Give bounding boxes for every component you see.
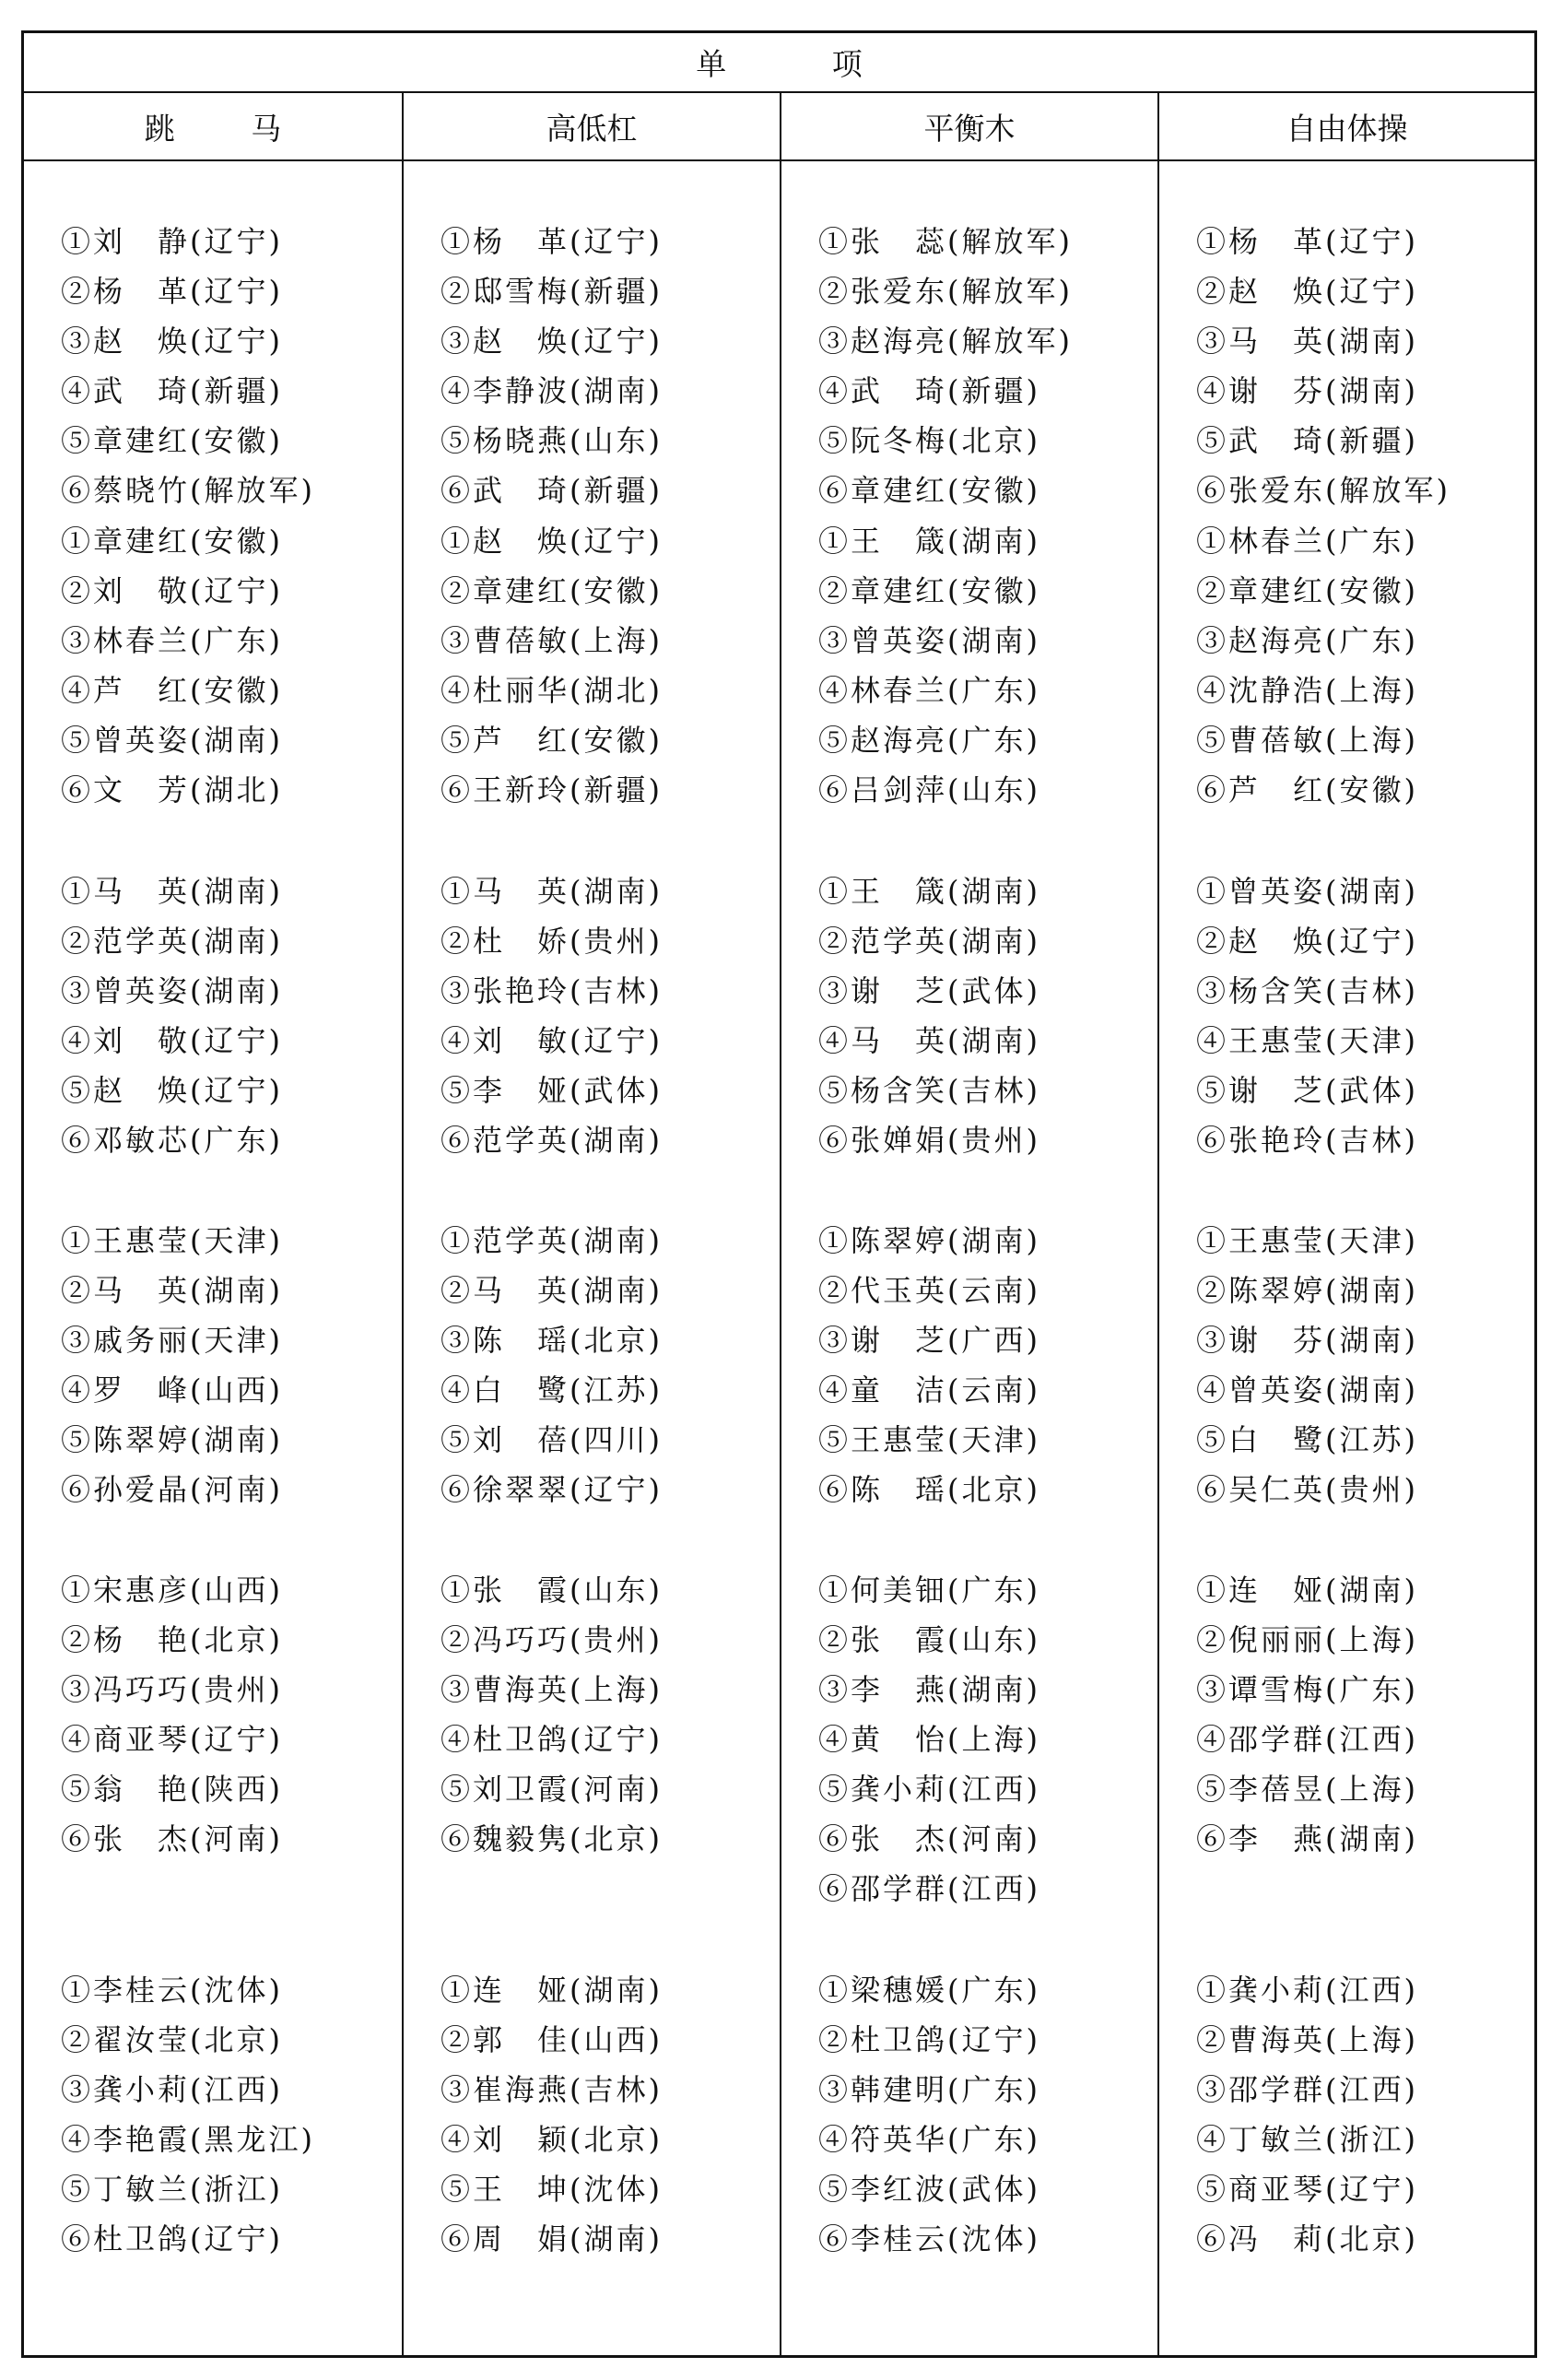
result-entry: ⑤刘卫霞(河南)	[440, 1772, 663, 1808]
result-entry: ⑥魏毅隽(北京)	[440, 1821, 663, 1857]
result-entry: ⑥周 娟(湖南)	[440, 2221, 663, 2256]
result-entry: ⑤李红波(武体)	[818, 2172, 1040, 2207]
result-entry: ⑥冯 莉(北京)	[1196, 2221, 1418, 2256]
result-entry: ④罗 峰(山西)	[61, 1373, 283, 1408]
result-entry: ⑥吕剑萍(山东)	[818, 772, 1040, 808]
result-entry: ⑤赵 焕(辽宁)	[61, 1072, 283, 1108]
result-entry: ③戚务丽(天津)	[61, 1323, 283, 1358]
result-entry: ⑥李 燕(湖南)	[1196, 1821, 1418, 1857]
result-entry: ②邸雪梅(新疆)	[440, 274, 663, 309]
header-row	[24, 93, 1534, 161]
result-entry: ②杨 革(辽宁)	[61, 274, 283, 309]
result-entry: ①李桂云(沈体)	[61, 1973, 283, 2008]
result-group	[1159, 1965, 1418, 2264]
result-entry: ④黄 怡(上海)	[818, 1722, 1040, 1758]
result-group	[781, 866, 1040, 1165]
result-entry: ⑤杨含笑(吉林)	[818, 1072, 1040, 1108]
result-entry: ⑥文 芳(湖北)	[61, 772, 283, 808]
result-entry: ④童 洁(云南)	[818, 1373, 1040, 1408]
result-entry: ③赵海亮(解放军)	[818, 324, 1073, 359]
result-entry: ⑥张 杰(河南)	[818, 1821, 1040, 1857]
result-entry: ③曾英姿(湖南)	[61, 972, 283, 1008]
result-entry: ②杨 艳(北京)	[61, 1622, 283, 1658]
result-entry: ⑤陈翠婷(湖南)	[61, 1422, 283, 1457]
result-group	[781, 1565, 1040, 1914]
result-entry: ⑤王惠莹(天津)	[818, 1422, 1040, 1457]
result-entry: ⑤武 琦(新疆)	[1196, 423, 1418, 458]
result-group	[24, 1965, 315, 2264]
result-entry: ④丁敏兰(浙江)	[1196, 2122, 1418, 2157]
result-entry: ⑤章建红(安徽)	[61, 423, 283, 458]
result-entry: ③张艳玲(吉林)	[440, 972, 663, 1008]
result-entry: ④林春兰(广东)	[818, 673, 1040, 709]
result-entry: ⑤赵海亮(广东)	[818, 723, 1040, 759]
result-entry: ④王惠莹(天津)	[1196, 1022, 1418, 1058]
result-entry: ⑤芦 红(安徽)	[440, 723, 663, 759]
result-entry: ①梁穗媛(广东)	[818, 1973, 1040, 2008]
result-entry: ②章建红(安徽)	[818, 573, 1040, 609]
result-group	[1159, 217, 1450, 515]
result-entry: ③谢 芝(武体)	[818, 972, 1040, 1008]
result-entry: ①赵 焕(辽宁)	[440, 524, 663, 560]
result-entry: ④刘 敬(辽宁)	[61, 1022, 283, 1058]
result-entry: ③冯巧巧(贵州)	[61, 1672, 283, 1708]
result-entry: ①杨 革(辽宁)	[440, 224, 663, 259]
table-title: 单 项	[24, 33, 1534, 93]
result-entry: ③赵 焕(辽宁)	[61, 324, 283, 359]
result-entry: ①连 娅(湖南)	[440, 1973, 663, 2008]
result-entry: ⑤李蓓昱(上海)	[1196, 1772, 1418, 1808]
result-entry: ②陈翠婷(湖南)	[1196, 1273, 1418, 1308]
result-entry: ④芦 红(安徽)	[61, 673, 283, 709]
result-entry: ①龚小莉(江西)	[1196, 1973, 1418, 2008]
result-entry: ⑥王新玲(新疆)	[440, 772, 663, 808]
result-entry: ④曾英姿(湖南)	[1196, 1373, 1418, 1408]
result-entry: ⑥吴仁英(贵州)	[1196, 1472, 1418, 1507]
result-entry: ③马 英(湖南)	[1196, 324, 1418, 359]
result-entry: ④李静波(湖南)	[440, 373, 663, 408]
result-entry: ①王 箴(湖南)	[818, 524, 1040, 560]
result-entry: ②赵 焕(辽宁)	[1196, 274, 1418, 309]
result-group	[404, 217, 663, 515]
result-entry: ①张 蕊(解放军)	[818, 224, 1073, 259]
results-table	[21, 30, 1537, 2358]
result-entry: ①范学英(湖南)	[440, 1223, 663, 1258]
result-entry: ⑥张爱东(解放军)	[1196, 473, 1450, 508]
result-entry: ④武 琦(新疆)	[61, 373, 283, 408]
result-entry: ⑥孙爱晶(河南)	[61, 1472, 283, 1507]
result-entry: ③李 燕(湖南)	[818, 1672, 1040, 1708]
result-entry: ⑤李 娅(武体)	[440, 1072, 663, 1108]
result-entry: ③林春兰(广东)	[61, 623, 283, 659]
result-entry: ②刘 敬(辽宁)	[61, 573, 283, 609]
result-entry: ③谭雪梅(广东)	[1196, 1672, 1418, 1708]
result-group	[1159, 1565, 1418, 1864]
result-entry: ②杜卫鸽(辽宁)	[818, 2022, 1040, 2057]
result-entry: ②曹海英(上海)	[1196, 2022, 1418, 2057]
result-entry: ⑥杜卫鸽(辽宁)	[61, 2221, 283, 2256]
result-entry: ②杜 娇(贵州)	[440, 923, 663, 959]
result-group	[781, 1965, 1040, 2264]
result-entry: ③曹蓓敏(上海)	[440, 623, 663, 659]
result-entry: ⑥张 杰(河南)	[61, 1821, 283, 1857]
result-entry: ②张爱东(解放军)	[818, 274, 1073, 309]
result-entry: ④杜卫鸽(辽宁)	[440, 1722, 663, 1758]
result-entry: ①何美钿(广东)	[818, 1573, 1040, 1608]
result-entry: ④武 琦(新疆)	[818, 373, 1040, 408]
result-entry: ②郭 佳(山西)	[440, 2022, 663, 2057]
result-group	[24, 866, 283, 1165]
result-entry: ③曹海英(上海)	[440, 1672, 663, 1708]
result-entry: ③曾英姿(湖南)	[818, 623, 1040, 659]
result-group	[24, 1216, 283, 1514]
result-group	[404, 1565, 663, 1864]
result-entry: ④谢 芬(湖南)	[1196, 373, 1418, 408]
result-entry: ⑤商亚琴(辽宁)	[1196, 2172, 1418, 2207]
result-entry: ⑥李桂云(沈体)	[818, 2221, 1040, 2256]
result-entry: ①林春兰(广东)	[1196, 524, 1418, 560]
result-entry: ①章建红(安徽)	[61, 524, 283, 560]
result-group	[24, 217, 315, 515]
header-balance-beam: 平衡木	[780, 93, 1157, 159]
result-group	[781, 516, 1040, 815]
result-entry: ③陈 瑶(北京)	[440, 1323, 663, 1358]
column-uneven-bars	[402, 161, 780, 2355]
result-group	[404, 866, 663, 1165]
result-entry: ②赵 焕(辽宁)	[1196, 923, 1418, 959]
result-entry: ①王惠莹(天津)	[1196, 1223, 1418, 1258]
result-entry: ①杨 革(辽宁)	[1196, 224, 1418, 259]
result-entry: ④白 鹭(江苏)	[440, 1373, 663, 1408]
result-entry: ①连 娅(湖南)	[1196, 1573, 1418, 1608]
result-entry: ⑥徐翠翠(辽宁)	[440, 1472, 663, 1507]
result-entry: ⑥芦 红(安徽)	[1196, 772, 1418, 808]
result-group	[24, 1565, 283, 1864]
result-entry: ①王 箴(湖南)	[818, 873, 1040, 909]
result-entry: ④商亚琴(辽宁)	[61, 1722, 283, 1758]
column-floor-exercise	[1157, 161, 1534, 2355]
result-entry: ③杨含笑(吉林)	[1196, 972, 1418, 1008]
result-entry: ①宋惠彦(山西)	[61, 1573, 283, 1608]
result-entry: ④杜丽华(湖北)	[440, 673, 663, 709]
result-entry: ⑥张婵娟(贵州)	[818, 1122, 1040, 1158]
result-group	[1159, 516, 1418, 815]
result-entry: ⑥陈 瑶(北京)	[818, 1472, 1040, 1507]
result-entry: ①陈翠婷(湖南)	[818, 1223, 1040, 1258]
result-entry: ⑥武 琦(新疆)	[440, 473, 663, 508]
result-group	[1159, 866, 1418, 1165]
body-row	[24, 161, 1534, 2355]
result-entry: ④沈静浩(上海)	[1196, 673, 1418, 709]
result-group	[781, 217, 1073, 515]
result-group	[404, 516, 663, 815]
result-entry: ⑥张艳玲(吉林)	[1196, 1122, 1418, 1158]
header-floor-exercise: 自由体操	[1157, 93, 1534, 159]
result-entry: ③谢 芬(湖南)	[1196, 1323, 1418, 1358]
result-entry: ②冯巧巧(贵州)	[440, 1622, 663, 1658]
result-entry: ④李艳霞(黑龙江)	[61, 2122, 315, 2157]
result-entry: ②翟汝莹(北京)	[61, 2022, 283, 2057]
result-entry: ⑤曾英姿(湖南)	[61, 723, 283, 759]
header-vault: 跳 马	[144, 110, 315, 147]
column-vault	[24, 161, 402, 2355]
result-entry: ①马 英(湖南)	[440, 873, 663, 909]
result-entry: ④邵学群(江西)	[1196, 1722, 1418, 1758]
result-entry: ③崔海燕(吉林)	[440, 2072, 663, 2107]
result-entry: ⑥蔡晓竹(解放军)	[61, 473, 315, 508]
header-uneven-bars: 高低杠	[402, 93, 780, 159]
result-entry: ③邵学群(江西)	[1196, 2072, 1418, 2107]
result-entry: ⑤白 鹭(江苏)	[1196, 1422, 1418, 1457]
result-entry: ⑤曹蓓敏(上海)	[1196, 723, 1418, 759]
result-entry: ②倪丽丽(上海)	[1196, 1622, 1418, 1658]
result-group	[24, 516, 283, 815]
result-group	[781, 1216, 1040, 1514]
result-group	[1159, 1216, 1418, 1514]
result-entry: ①张 霞(山东)	[440, 1573, 663, 1608]
result-entry: ②马 英(湖南)	[61, 1273, 283, 1308]
result-entry: ⑤杨晓燕(山东)	[440, 423, 663, 458]
result-entry: ②章建红(安徽)	[440, 573, 663, 609]
result-entry: ③谢 芝(广西)	[818, 1323, 1040, 1358]
result-entry: ⑤龚小莉(江西)	[818, 1772, 1040, 1808]
result-entry: ⑤谢 芝(武体)	[1196, 1072, 1418, 1108]
result-entry: ④刘 颖(北京)	[440, 2122, 663, 2157]
result-entry: ④符英华(广东)	[818, 2122, 1040, 2157]
result-entry: ①王惠莹(天津)	[61, 1223, 283, 1258]
result-entry: ④刘 敏(辽宁)	[440, 1022, 663, 1058]
result-entry: ⑥章建红(安徽)	[818, 473, 1040, 508]
result-entry: ①刘 静(辽宁)	[61, 224, 283, 259]
result-entry: ②代玉英(云南)	[818, 1273, 1040, 1308]
result-entry: ⑤丁敏兰(浙江)	[61, 2172, 283, 2207]
result-entry: ②马 英(湖南)	[440, 1273, 663, 1308]
result-entry: ⑤刘 蓓(四川)	[440, 1422, 663, 1457]
result-entry: ⑤阮冬梅(北京)	[818, 423, 1040, 458]
result-entry: ⑤王 坤(沈体)	[440, 2172, 663, 2207]
result-group	[404, 1216, 663, 1514]
result-group	[404, 1965, 663, 2264]
result-entry: ③赵 焕(辽宁)	[440, 324, 663, 359]
result-entry: ④马 英(湖南)	[818, 1022, 1040, 1058]
column-balance-beam	[780, 161, 1157, 2355]
result-entry: ⑥邓敏芯(广东)	[61, 1122, 283, 1158]
result-entry: ②范学英(湖南)	[61, 923, 283, 959]
result-entry: ②章建红(安徽)	[1196, 573, 1418, 609]
result-entry: ①曾英姿(湖南)	[1196, 873, 1418, 909]
result-entry: ③韩建明(广东)	[818, 2072, 1040, 2107]
result-entry: ②张 霞(山东)	[818, 1622, 1040, 1658]
result-entry: ③赵海亮(广东)	[1196, 623, 1418, 659]
result-entry: ⑥范学英(湖南)	[440, 1122, 663, 1158]
result-entry: ⑤翁 艳(陕西)	[61, 1772, 283, 1808]
result-entry: ①马 英(湖南)	[61, 873, 283, 909]
result-entry: ③龚小莉(江西)	[61, 2072, 283, 2107]
result-entry: ②范学英(湖南)	[818, 923, 1040, 959]
result-entry: ⑥邵学群(江西)	[818, 1871, 1040, 1907]
